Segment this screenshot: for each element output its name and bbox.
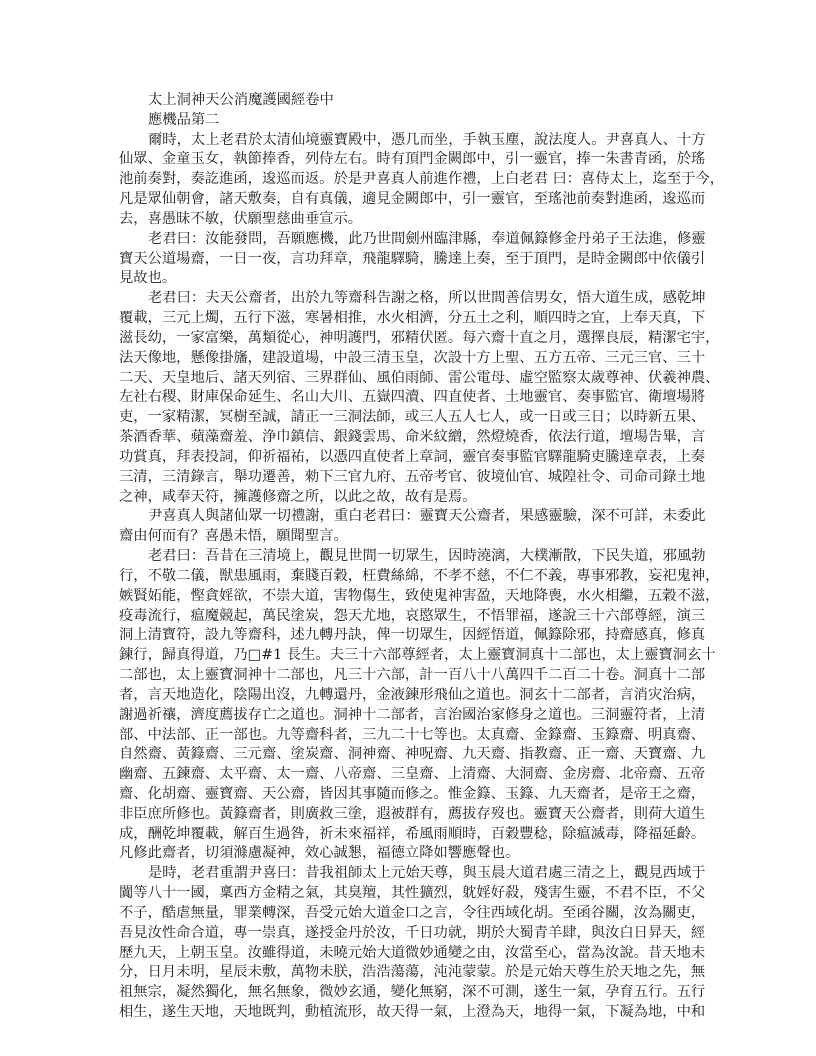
text-line: 凡修此齋者，切須滌慮凝神，效心誠懇，福德立降如響應聲也。 xyxy=(119,845,520,862)
text-line: 茶酒香華、蘋藻齋羞、浄巾鎮信、銀錢雲馬、命米紋繒，然燈燒香，依法行道，壇場告畢，言 xyxy=(119,429,706,446)
text-line: 分，日月未明，星辰未敷，萬物未朕，浩浩蕩蕩，沌沌蒙蒙。於是元始天尊生於天地之先，無 xyxy=(119,964,706,981)
document-body xyxy=(119,131,725,1023)
text-line: 不子，酷虐無量，罪業轉深，吾受元始大道金口之言，令往西域化胡。至函谷關，汝為關吏， xyxy=(119,904,706,921)
text-line: 鍊行，歸真得道，乃□#1 長生。夫三十六部尊經者，太上靈寶洞真十二部也，太上靈寶洞玄十 xyxy=(119,647,716,664)
text-line: 相生，遂生天地，天地既判，動植流形，故天得一氣，上澄為天，地得一氣，下凝為地，中和 xyxy=(119,1004,706,1021)
paragraph xyxy=(119,507,706,547)
text-line: 部、中法部、正一部也。九等齋科者，三九二十七等也。太真齋、金籙齋、玉籙齋、明真齋、 xyxy=(119,726,706,743)
text-line: 見故也。 xyxy=(119,270,177,287)
text-line: 非臣庶所修也。黃籙齋者，則廣救三塗，遐被群有，薦拔存歿也。靈寶天公齋者，則荷大道生 xyxy=(119,805,706,822)
text-line: 歷九天，上朝玉皇。汝雖得道，未曉元始大道微妙通變之由，汝當至心，當為汝說。昔天地未 xyxy=(119,944,706,961)
text-line: 二天、天皇地后、諸天列宿、三界群仙、風伯雨師、雷公電母、虛空監察太歲尊神、伏羲神農、 xyxy=(119,369,720,386)
paragraph xyxy=(119,864,706,1023)
scripture-title: 太上洞神天公消魔護國經卷中 xyxy=(148,92,334,108)
text-line: 老君曰：吾昔在三清境上，觀見世間一切眾生，因時澆漓，大樸漸散，下民失道，邪風勃 xyxy=(148,548,706,565)
paragraph xyxy=(119,289,720,507)
text-line: 覆載，三元上燭，五行下滋，寒暑相推，水火相濟，分五土之利，順四時之宜，上奉天真，下 xyxy=(119,310,706,327)
text-line: 寶天公道場齋，一日一夜，言功拜章，飛龍驛騎，騰達上奏，至于頂門，是時金闕郎中依儀引 xyxy=(119,250,706,267)
text-line: 謝過祈禳，濟度薦拔存亡之道也。洞神十二部者，言治國治家修身之道也。三洞靈符者，上清 xyxy=(119,706,706,723)
text-line: 吏，一家精潔，冥樹至誠，請正一三洞法師，或三人五人七人，或一日或三日；以時新五果、 xyxy=(119,409,706,426)
document-heading xyxy=(119,91,699,131)
paragraph xyxy=(119,547,720,864)
text-line: 成，酬乾坤覆載，解百生過咎，祈未來福祥，希風雨順時，百穀豐稔，除瘟滅毒，降福延齡。 xyxy=(119,825,706,842)
text-line: 疫毒流行，瘟魔競起，萬民塗炭，怨天尤地，哀愍眾生，不悟罪福，遂說三十六部尊經，演三 xyxy=(119,607,706,624)
text-line: 幽齋、五鍊齋、太平齋、太一齋、八帝齋、三皇齋、上清齋、大洞齋、金房齋、北帝齋、五帝 xyxy=(119,766,706,783)
text-line: 三清，三清錄言，舉功遷善，勑下三官九府、五帝考官、彼境仙官、城隍社令、司命司錄土地 xyxy=(119,468,706,485)
text-line: 嫉賢妬能，慳貪婬欲，不崇大道，害物傷生，致使鬼神害盈，天地降喪，水火相繼，五穀不滋， xyxy=(119,587,720,604)
text-line: 行，不敬二儀，獣患風雨，棄賤百穀，枉費絲綿，不孝不慈，不仁不義，專事邪教，妄祀鬼神， xyxy=(119,567,720,584)
text-line: 仙眾、金童玉女，執節捧香，列侍左右。時有頂門金闕郎中，引一靈官，捧一朱書青函，於瑤 xyxy=(119,151,706,168)
text-line: 齋、化胡齋、靈寶齋、天公齋，皆因其事隨而修之。惟金籙、玉籙、九天齋者，是帝王之齋， xyxy=(119,785,706,802)
text-line: 洞上清寶符，設九等齋科，述九轉丹訣，俾一切眾生，因經悟道，佩籙除邪，持齋感真，修真 xyxy=(119,627,706,644)
text-line: 之神，咸奉天符，擁護修齋之所，以此之故，故有是焉。 xyxy=(119,488,477,505)
chapter-title: 應機品第二 xyxy=(148,111,220,128)
document-page xyxy=(119,91,725,1023)
text-line: 爾時，太上老君於太清仙境靈寶殿中，憑几而坐，手執玉塵，說法度人。尹喜真人、十方 xyxy=(148,131,706,148)
text-line: 齋由何而有？喜愚未悟，願聞聖言。 xyxy=(119,528,348,545)
text-line: 凡是眾仙朝會，諸天敷奏，自有真儀，適見金闕郎中，引一靈官，至瑤池前奏對進函，逡巡而 xyxy=(119,191,706,208)
text-line: 是時，老君重謂尹喜曰：昔我祖師太上元始天尊，與玉晨大道君處三清之上，觀見西域于 xyxy=(148,865,706,882)
text-line: 者，言天地造化，陰陽出沒，九轉還丹，金液鍊形飛仙之道也。洞玄十二部者，言消灾治病， xyxy=(119,686,706,703)
text-line: 滋長幼，一家富樂，萬類從心，神明護門，邪精伏匿。每六齋十直之月，選擇良辰，精潔宅宇， xyxy=(119,329,720,346)
text-line: 去，喜愚昧不敏，伏願聖慈曲垂宣示。 xyxy=(119,210,363,227)
text-line: 法天像地，懸像掛旛，建設道場，中設三清玉皇，次設十方上聖、五方五帝、三元三官、三十 xyxy=(119,349,706,366)
text-line: 老君曰：夫天公齋者，出於九等齋科告謝之格，所以世間善信男女，悟大道生成，感乾坤 xyxy=(148,290,706,307)
text-line: 闐等八十一國，稟西方金精之氣，其臭羶，其性獷烈，躭婬好殺，殘害生靈，不君不臣，不父 xyxy=(119,885,706,902)
text-line: 老君曰：汝能發問，吾願應機，此乃世間劍州臨津縣，奉道佩籙修金丹弟子王法進，修靈 xyxy=(148,230,706,247)
text-line: 功賞真，拜表投詞，仰祈福祐，以憑四直使者上章詞，靈官奏事監官驛龍騎吏騰達章表，上奏 xyxy=(119,448,706,465)
text-line: 吾見汝性命合道，專一崇真，遂授金丹於汝，千日功就，期於大蜀青羊肆，與汝白日昇天，經 xyxy=(119,924,706,941)
text-line: 自然齋、黃籙齋、三元齋、塗炭齋、洞神齋、神呪齋、九天齋、指教齋、正一齋、天寶齋、九 xyxy=(119,746,706,763)
text-line: 左社右稷、財庫保命延生、名山大川、五嶽四瀆、四直使者、土地靈官、奏事監官、衛壇場將 xyxy=(119,389,706,406)
text-line: 池前奏對，奏訖進函，逡巡而返。於是尹喜真人前進作禮，上白老君 曰：喜侍太上，迄至于今， xyxy=(119,171,725,188)
text-line: 尹喜真人與諸仙眾一切禮謝，重白老君曰：靈寶天公齋者，果感靈驗，深不可詳，未委此 xyxy=(148,508,706,525)
paragraph xyxy=(119,131,725,230)
text-line: 祖無宗，凝然獨化，無名無象，微妙玄通，變化無窮，深不可測，遂生一氣，孕育五行。五行 xyxy=(119,984,706,1001)
text-line: 二部也，太上靈寶洞神十二部也，凡三十六部，計一百八十八萬四千二百二十卷。洞真十二部 xyxy=(119,667,706,684)
paragraph xyxy=(119,230,706,289)
